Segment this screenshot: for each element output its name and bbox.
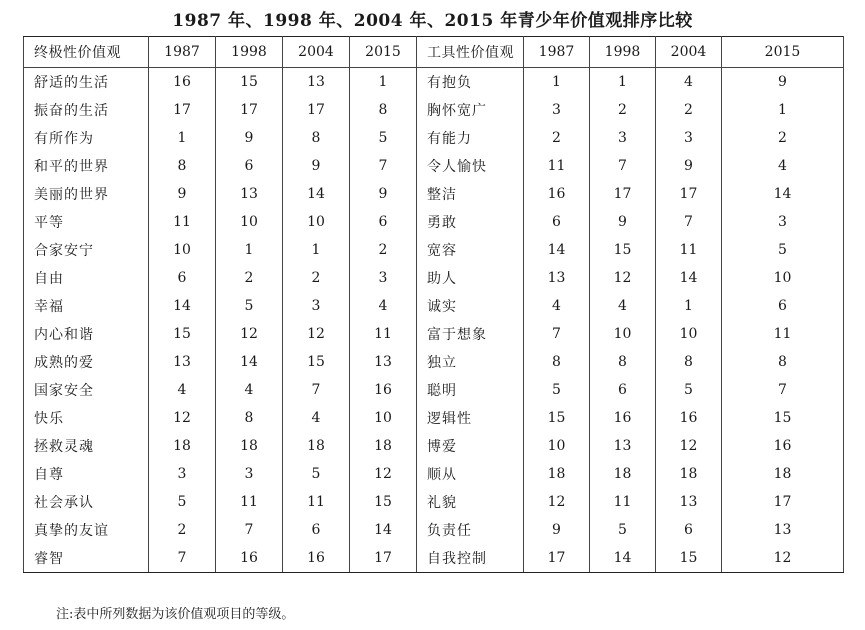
rank-1998: 18 bbox=[590, 460, 656, 488]
header-year-1987: 1987 bbox=[524, 37, 590, 68]
table-row bbox=[24, 460, 844, 488]
rank-2015: 13 bbox=[350, 348, 417, 376]
rank-1987: 7 bbox=[149, 544, 216, 573]
header-year-2004: 2004 bbox=[656, 37, 722, 68]
rank-2004: 5 bbox=[283, 460, 350, 488]
table-row bbox=[24, 124, 844, 152]
table-row bbox=[24, 320, 844, 348]
rank-1987: 18 bbox=[149, 432, 216, 460]
table-body bbox=[24, 68, 844, 573]
rank-1998: 14 bbox=[216, 348, 283, 376]
rank-2015: 18 bbox=[350, 432, 417, 460]
rank-1998: 4 bbox=[216, 376, 283, 404]
rank-1987: 7 bbox=[524, 320, 590, 348]
rank-2015: 15 bbox=[722, 404, 844, 432]
rank-2004: 12 bbox=[283, 320, 350, 348]
rank-2015: 5 bbox=[350, 124, 417, 152]
rank-1998: 18 bbox=[216, 432, 283, 460]
rank-1987: 1 bbox=[149, 124, 216, 152]
header-year-2015: 2015 bbox=[722, 37, 844, 68]
header-year-1998: 1998 bbox=[216, 37, 283, 68]
rank-2015: 12 bbox=[722, 544, 844, 573]
rank-1987: 3 bbox=[524, 96, 590, 124]
rank-1987: 6 bbox=[149, 264, 216, 292]
rank-1987: 9 bbox=[149, 180, 216, 208]
terminal-value-name: 幸福 bbox=[24, 292, 149, 320]
rank-2015: 18 bbox=[722, 460, 844, 488]
rank-2004: 2 bbox=[656, 96, 722, 124]
rank-1998: 3 bbox=[216, 460, 283, 488]
table-row bbox=[24, 208, 844, 236]
rank-1998: 9 bbox=[216, 124, 283, 152]
rank-2004: 7 bbox=[283, 376, 350, 404]
rank-2004: 6 bbox=[656, 516, 722, 544]
terminal-value-name: 有所作为 bbox=[24, 124, 149, 152]
rank-2015: 17 bbox=[722, 488, 844, 516]
table-row bbox=[24, 544, 844, 573]
rank-1987: 14 bbox=[149, 292, 216, 320]
rank-1998: 1 bbox=[590, 68, 656, 97]
rank-2004: 2 bbox=[283, 264, 350, 292]
rank-1987: 10 bbox=[524, 432, 590, 460]
header-year-1998: 1998 bbox=[590, 37, 656, 68]
rank-2004: 16 bbox=[283, 544, 350, 573]
table-row bbox=[24, 180, 844, 208]
rank-1987: 15 bbox=[524, 404, 590, 432]
instrumental-value-name: 富于想象 bbox=[417, 320, 524, 348]
rank-1998: 12 bbox=[590, 264, 656, 292]
terminal-value-name: 和平的世界 bbox=[24, 152, 149, 180]
header-year-2015: 2015 bbox=[350, 37, 417, 68]
header-terminal-values: 终极性价值观 bbox=[24, 37, 149, 68]
terminal-value-name: 国家安全 bbox=[24, 376, 149, 404]
rank-2015: 1 bbox=[722, 96, 844, 124]
instrumental-value-name: 独立 bbox=[417, 348, 524, 376]
rank-2015: 15 bbox=[350, 488, 417, 516]
rank-1998: 15 bbox=[216, 68, 283, 97]
rank-2015: 10 bbox=[350, 404, 417, 432]
instrumental-value-name: 顺从 bbox=[417, 460, 524, 488]
terminal-value-name: 合家安宁 bbox=[24, 236, 149, 264]
instrumental-value-name: 诚实 bbox=[417, 292, 524, 320]
table-row bbox=[24, 96, 844, 124]
rank-1998: 8 bbox=[216, 404, 283, 432]
table-row bbox=[24, 488, 844, 516]
rank-1998: 11 bbox=[590, 488, 656, 516]
rank-2015: 6 bbox=[722, 292, 844, 320]
rank-1998: 15 bbox=[590, 236, 656, 264]
rank-1987: 4 bbox=[524, 292, 590, 320]
rank-2004: 17 bbox=[283, 96, 350, 124]
table-row bbox=[24, 432, 844, 460]
rank-2015: 7 bbox=[350, 152, 417, 180]
rank-2004: 10 bbox=[283, 208, 350, 236]
rank-1998: 1 bbox=[216, 236, 283, 264]
rank-1998: 2 bbox=[590, 96, 656, 124]
instrumental-value-name: 自我控制 bbox=[417, 544, 524, 573]
rank-1998: 10 bbox=[216, 208, 283, 236]
instrumental-value-name: 负责任 bbox=[417, 516, 524, 544]
rank-2004: 3 bbox=[283, 292, 350, 320]
rank-1987: 5 bbox=[524, 376, 590, 404]
rank-2004: 16 bbox=[656, 404, 722, 432]
header-year-1987: 1987 bbox=[149, 37, 216, 68]
rank-1987: 9 bbox=[524, 516, 590, 544]
instrumental-value-name: 令人愉快 bbox=[417, 152, 524, 180]
rank-2015: 3 bbox=[350, 264, 417, 292]
rank-1987: 18 bbox=[524, 460, 590, 488]
rank-1998: 10 bbox=[590, 320, 656, 348]
terminal-value-name: 美丽的世界 bbox=[24, 180, 149, 208]
instrumental-value-name: 礼貌 bbox=[417, 488, 524, 516]
rank-2015: 4 bbox=[722, 152, 844, 180]
table-row bbox=[24, 348, 844, 376]
rank-1998: 16 bbox=[590, 404, 656, 432]
rank-2004: 11 bbox=[656, 236, 722, 264]
rank-1987: 14 bbox=[524, 236, 590, 264]
rank-1998: 5 bbox=[216, 292, 283, 320]
header-row bbox=[24, 37, 844, 68]
instrumental-value-name: 胸怀宽广 bbox=[417, 96, 524, 124]
rank-2004: 18 bbox=[656, 460, 722, 488]
rank-1998: 3 bbox=[590, 124, 656, 152]
rank-1987: 5 bbox=[149, 488, 216, 516]
rank-2015: 4 bbox=[350, 292, 417, 320]
rank-1987: 12 bbox=[524, 488, 590, 516]
rank-2004: 4 bbox=[283, 404, 350, 432]
instrumental-value-name: 博爱 bbox=[417, 432, 524, 460]
rank-2004: 9 bbox=[283, 152, 350, 180]
rank-1987: 12 bbox=[149, 404, 216, 432]
rank-1987: 2 bbox=[524, 124, 590, 152]
instrumental-value-name: 整洁 bbox=[417, 180, 524, 208]
rank-2015: 9 bbox=[350, 180, 417, 208]
rank-2004: 13 bbox=[283, 68, 350, 97]
rank-1998: 14 bbox=[590, 544, 656, 573]
rank-2004: 13 bbox=[656, 488, 722, 516]
rank-1998: 5 bbox=[590, 516, 656, 544]
terminal-value-name: 拯救灵魂 bbox=[24, 432, 149, 460]
rank-2004: 17 bbox=[656, 180, 722, 208]
rank-1987: 16 bbox=[524, 180, 590, 208]
rank-1998: 6 bbox=[590, 376, 656, 404]
table-row bbox=[24, 292, 844, 320]
rank-2004: 6 bbox=[283, 516, 350, 544]
instrumental-value-name: 宽容 bbox=[417, 236, 524, 264]
rank-2004: 3 bbox=[656, 124, 722, 152]
instrumental-value-name: 有能力 bbox=[417, 124, 524, 152]
terminal-value-name: 成熟的爱 bbox=[24, 348, 149, 376]
rank-1998: 8 bbox=[590, 348, 656, 376]
table-row bbox=[24, 236, 844, 264]
rank-1998: 17 bbox=[590, 180, 656, 208]
instrumental-value-name: 助人 bbox=[417, 264, 524, 292]
rank-2015: 3 bbox=[722, 208, 844, 236]
terminal-value-name: 快乐 bbox=[24, 404, 149, 432]
terminal-value-name: 振奋的生活 bbox=[24, 96, 149, 124]
rank-2015: 2 bbox=[722, 124, 844, 152]
table-row bbox=[24, 376, 844, 404]
rank-2015: 10 bbox=[722, 264, 844, 292]
rank-2004: 15 bbox=[283, 348, 350, 376]
rank-1998: 17 bbox=[216, 96, 283, 124]
rank-2015: 6 bbox=[350, 208, 417, 236]
rank-1998: 6 bbox=[216, 152, 283, 180]
rank-1987: 8 bbox=[524, 348, 590, 376]
rank-2015: 16 bbox=[722, 432, 844, 460]
rank-2015: 14 bbox=[722, 180, 844, 208]
rank-2015: 11 bbox=[350, 320, 417, 348]
terminal-value-name: 自由 bbox=[24, 264, 149, 292]
rank-1987: 2 bbox=[149, 516, 216, 544]
rank-1998: 9 bbox=[590, 208, 656, 236]
rank-2015: 16 bbox=[350, 376, 417, 404]
instrumental-value-name: 聪明 bbox=[417, 376, 524, 404]
rank-1987: 10 bbox=[149, 236, 216, 264]
rank-1987: 4 bbox=[149, 376, 216, 404]
rank-2015: 1 bbox=[350, 68, 417, 97]
rank-2004: 14 bbox=[283, 180, 350, 208]
rank-1998: 4 bbox=[590, 292, 656, 320]
rank-2004: 11 bbox=[283, 488, 350, 516]
rank-2004: 14 bbox=[656, 264, 722, 292]
rank-1998: 13 bbox=[590, 432, 656, 460]
rank-2004: 12 bbox=[656, 432, 722, 460]
rank-2015: 13 bbox=[722, 516, 844, 544]
terminal-value-name: 真挚的友谊 bbox=[24, 516, 149, 544]
value-ranking-table bbox=[23, 36, 844, 573]
rank-1987: 17 bbox=[524, 544, 590, 573]
rank-2004: 5 bbox=[656, 376, 722, 404]
rank-2015: 12 bbox=[350, 460, 417, 488]
rank-2004: 18 bbox=[283, 432, 350, 460]
terminal-value-name: 内心和谐 bbox=[24, 320, 149, 348]
rank-1987: 11 bbox=[524, 152, 590, 180]
rank-1987: 17 bbox=[149, 96, 216, 124]
rank-2004: 10 bbox=[656, 320, 722, 348]
rank-1987: 13 bbox=[149, 348, 216, 376]
header-year-2004: 2004 bbox=[283, 37, 350, 68]
rank-2015: 9 bbox=[722, 68, 844, 97]
rank-1987: 11 bbox=[149, 208, 216, 236]
table-row bbox=[24, 264, 844, 292]
rank-1998: 7 bbox=[590, 152, 656, 180]
rank-1998: 13 bbox=[216, 180, 283, 208]
terminal-value-name: 自尊 bbox=[24, 460, 149, 488]
rank-2004: 8 bbox=[656, 348, 722, 376]
rank-2015: 11 bbox=[722, 320, 844, 348]
rank-2015: 8 bbox=[722, 348, 844, 376]
instrumental-value-name: 勇敢 bbox=[417, 208, 524, 236]
table-title: 1987 年、1998 年、2004 年、2015 年青少年价值观排序比较 bbox=[172, 11, 693, 31]
rank-1987: 16 bbox=[149, 68, 216, 97]
rank-1998: 11 bbox=[216, 488, 283, 516]
table-row bbox=[24, 404, 844, 432]
rank-1987: 1 bbox=[524, 68, 590, 97]
table-row bbox=[24, 516, 844, 544]
rank-1987: 15 bbox=[149, 320, 216, 348]
rank-2004: 9 bbox=[656, 152, 722, 180]
rank-1998: 7 bbox=[216, 516, 283, 544]
rank-1987: 6 bbox=[524, 208, 590, 236]
rank-2004: 15 bbox=[656, 544, 722, 573]
rank-2004: 1 bbox=[656, 292, 722, 320]
rank-1987: 13 bbox=[524, 264, 590, 292]
terminal-value-name: 平等 bbox=[24, 208, 149, 236]
rank-2015: 17 bbox=[350, 544, 417, 573]
rank-2004: 8 bbox=[283, 124, 350, 152]
rank-2004: 1 bbox=[283, 236, 350, 264]
table-note: 注:表中所列数据为该价值观项目的等级。 bbox=[56, 607, 295, 622]
rank-2004: 7 bbox=[656, 208, 722, 236]
rank-2015: 5 bbox=[722, 236, 844, 264]
rank-1987: 3 bbox=[149, 460, 216, 488]
rank-1998: 12 bbox=[216, 320, 283, 348]
rank-1998: 16 bbox=[216, 544, 283, 573]
rank-1998: 2 bbox=[216, 264, 283, 292]
instrumental-value-name: 逻辑性 bbox=[417, 404, 524, 432]
terminal-value-name: 社会承认 bbox=[24, 488, 149, 516]
table-row bbox=[24, 68, 844, 97]
rank-2015: 8 bbox=[350, 96, 417, 124]
header-instrumental-values: 工具性价值观 bbox=[417, 37, 524, 68]
rank-2004: 4 bbox=[656, 68, 722, 97]
rank-1987: 8 bbox=[149, 152, 216, 180]
instrumental-value-name: 有抱负 bbox=[417, 68, 524, 97]
terminal-value-name: 睿智 bbox=[24, 544, 149, 573]
table-row bbox=[24, 152, 844, 180]
rank-2015: 14 bbox=[350, 516, 417, 544]
terminal-value-name: 舒适的生活 bbox=[24, 68, 149, 97]
rank-2015: 2 bbox=[350, 236, 417, 264]
rank-2015: 7 bbox=[722, 376, 844, 404]
